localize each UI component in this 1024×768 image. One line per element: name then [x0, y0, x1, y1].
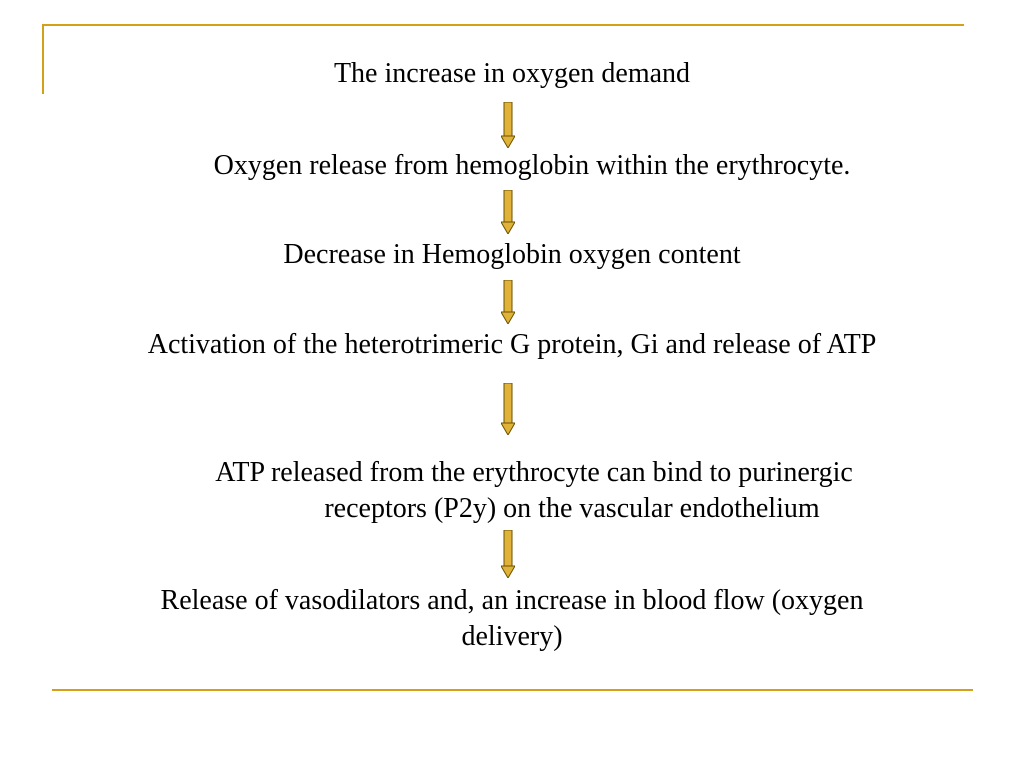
step-oxygen-release: Oxygen release from hemoglobin within the erythrocyte. [213, 150, 851, 181]
down-arrow-icon [501, 530, 515, 578]
step-atp-bind-line1: ATP released from the erythrocyte can bind to purinergic [215, 457, 853, 488]
step-oxygen-demand: The increase in oxygen demand [333, 58, 691, 89]
down-arrow-icon [501, 383, 515, 435]
step-atp-bind-line2: receptors (P2y) on the vascular endothelium [324, 493, 820, 524]
down-arrow-icon [501, 102, 515, 148]
step-g-protein-activation: Activation of the heterotrimeric G protein, Gi and release of ATP [147, 329, 877, 360]
step-vasodilator-release-line2: delivery) [461, 621, 563, 652]
bottom-divider-line [52, 689, 973, 691]
down-arrow-icon [501, 190, 515, 234]
step-vasodilator-release-line1: Release of vasodilators and, an increase in blood flow (oxygen [160, 585, 864, 616]
step-hemoglobin-decrease: Decrease in Hemoglobin oxygen content [283, 239, 741, 270]
down-arrow-icon [501, 280, 515, 324]
top-divider-line [42, 24, 964, 26]
